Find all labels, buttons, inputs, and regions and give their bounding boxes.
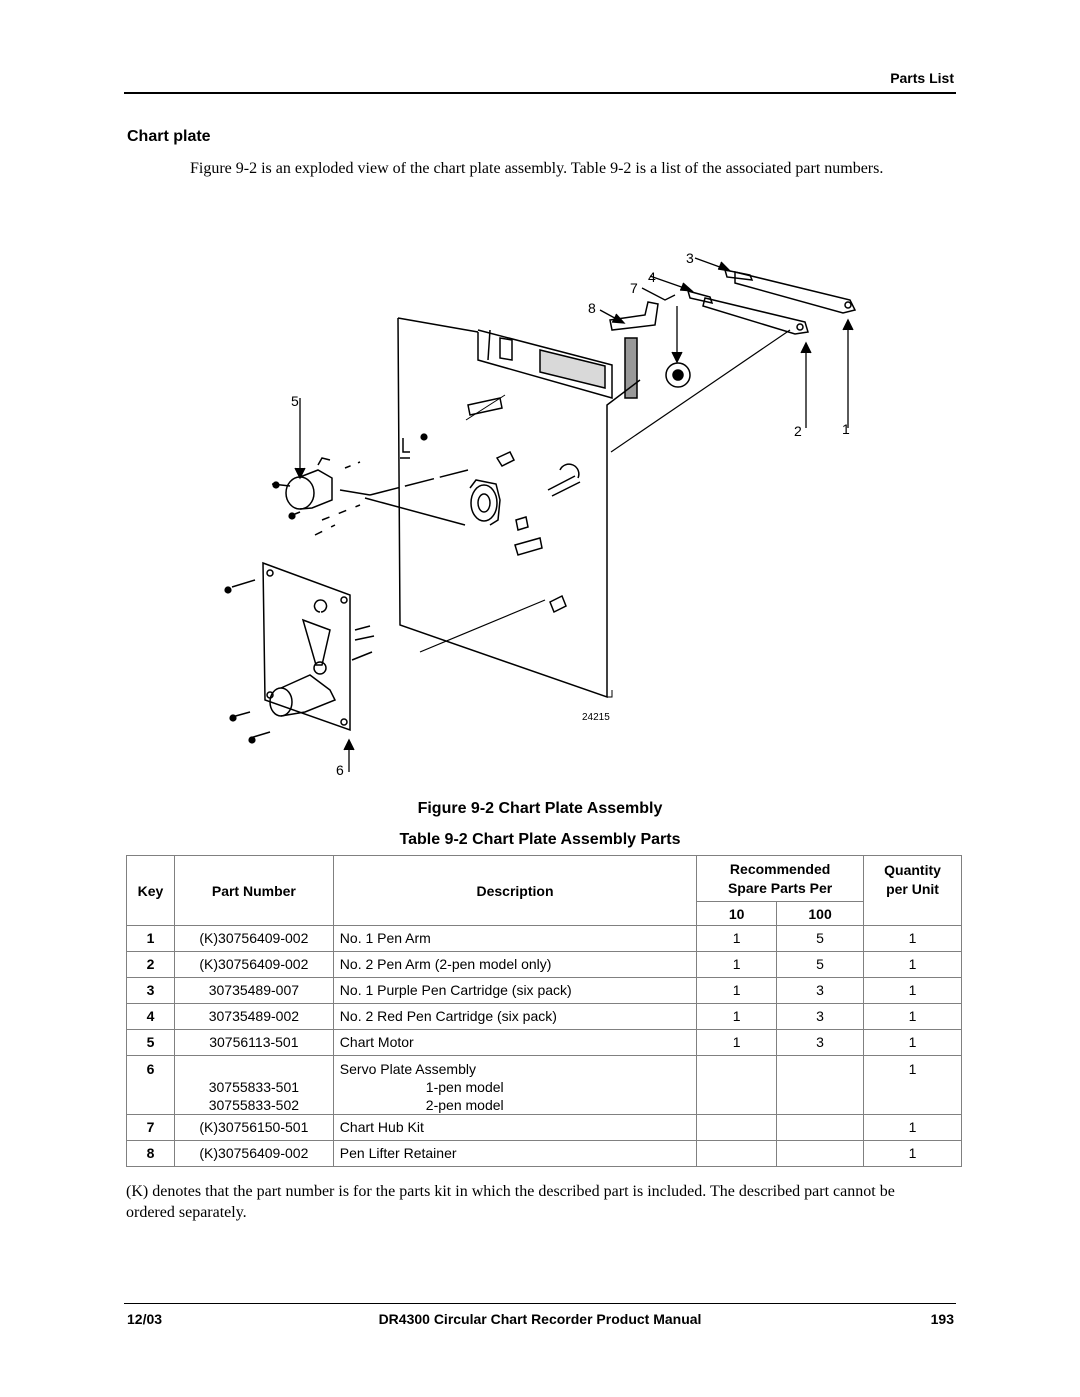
intro-paragraph: Figure 9-2 is an exploded view of the chart plate assembly. Table 9-2 is a list of the associated part numbers. xyxy=(190,160,884,177)
table-row: 8 (K)30756409-002 Pen Lifter Retainer 1 xyxy=(127,1141,962,1167)
kit-note: (K) denotes that the part number is for the parts kit in which the described part is included. The described part cannot be ordered separately. xyxy=(126,1183,895,1221)
chart-motor-drawing xyxy=(272,458,360,535)
callout-2: 2 xyxy=(794,423,802,439)
running-header: Parts List xyxy=(890,70,954,86)
table-row: 2 (K)30756409-002 No. 2 Pen Arm (2-pen model only) 1 5 1 xyxy=(127,952,962,978)
pen-arms-drawing xyxy=(688,270,855,334)
header-spare-10: 10 xyxy=(697,902,777,926)
screws-drawing xyxy=(225,434,427,743)
section-title: Chart plate xyxy=(127,128,211,145)
header-key: Key xyxy=(127,856,175,926)
header-recommended: Recommended Spare Parts Per xyxy=(697,856,864,902)
servo-plate-drawing xyxy=(232,563,374,738)
header-description: Description xyxy=(333,856,696,926)
exploded-view-figure xyxy=(200,240,880,785)
footer-date: 12/03 xyxy=(127,1311,163,1327)
callout-6: 6 xyxy=(336,762,344,778)
table-row: 4 30735489-002 No. 2 Red Pen Cartridge (six pack) 1 3 1 xyxy=(127,1004,962,1030)
table-caption: Table 9-2 Chart Plate Assembly Parts xyxy=(399,831,681,848)
header-quantity: Quantity per Unit xyxy=(864,856,962,926)
header-spare-100: 100 xyxy=(777,902,864,926)
callout-arrows xyxy=(295,258,853,772)
table-row: 1 (K)30756409-002 No. 1 Pen Arm 1 5 1 xyxy=(127,926,962,952)
header-part-number: Part Number xyxy=(174,856,333,926)
drawing-number: 24215 xyxy=(582,712,610,723)
page-number: 193 xyxy=(930,1311,954,1327)
table-row: 6 30755833-501 30755833-502 Servo Plate Assembly 1-pen model 2-pen model 1 xyxy=(127,1056,962,1115)
figure-caption: Figure 9-2 Chart Plate Assembly xyxy=(417,800,663,817)
callout-7: 7 xyxy=(630,280,638,296)
callout-labels xyxy=(291,250,850,778)
table-row: 3 30735489-007 No. 1 Purple Pen Cartridge (six pack) 1 3 1 xyxy=(127,978,962,1004)
callout-5: 5 xyxy=(291,393,299,409)
callout-4: 4 xyxy=(648,269,656,285)
header-rule xyxy=(124,92,956,94)
parts-table xyxy=(126,855,962,1167)
pen-lifter-drawing xyxy=(610,302,690,398)
footer-rule xyxy=(124,1303,956,1304)
callout-8: 8 xyxy=(588,300,596,316)
chart-plate-drawing xyxy=(398,318,790,697)
callout-3: 3 xyxy=(686,250,694,266)
table-row: 5 30756113-501 Chart Motor 1 3 1 xyxy=(127,1030,962,1056)
footer-title: DR4300 Circular Chart Recorder Product Manual xyxy=(378,1311,702,1327)
hub-assembly-drawing xyxy=(340,395,580,612)
callout-1: 1 xyxy=(842,421,850,437)
table-row: 7 (K)30756150-501 Chart Hub Kit 1 xyxy=(127,1115,962,1141)
